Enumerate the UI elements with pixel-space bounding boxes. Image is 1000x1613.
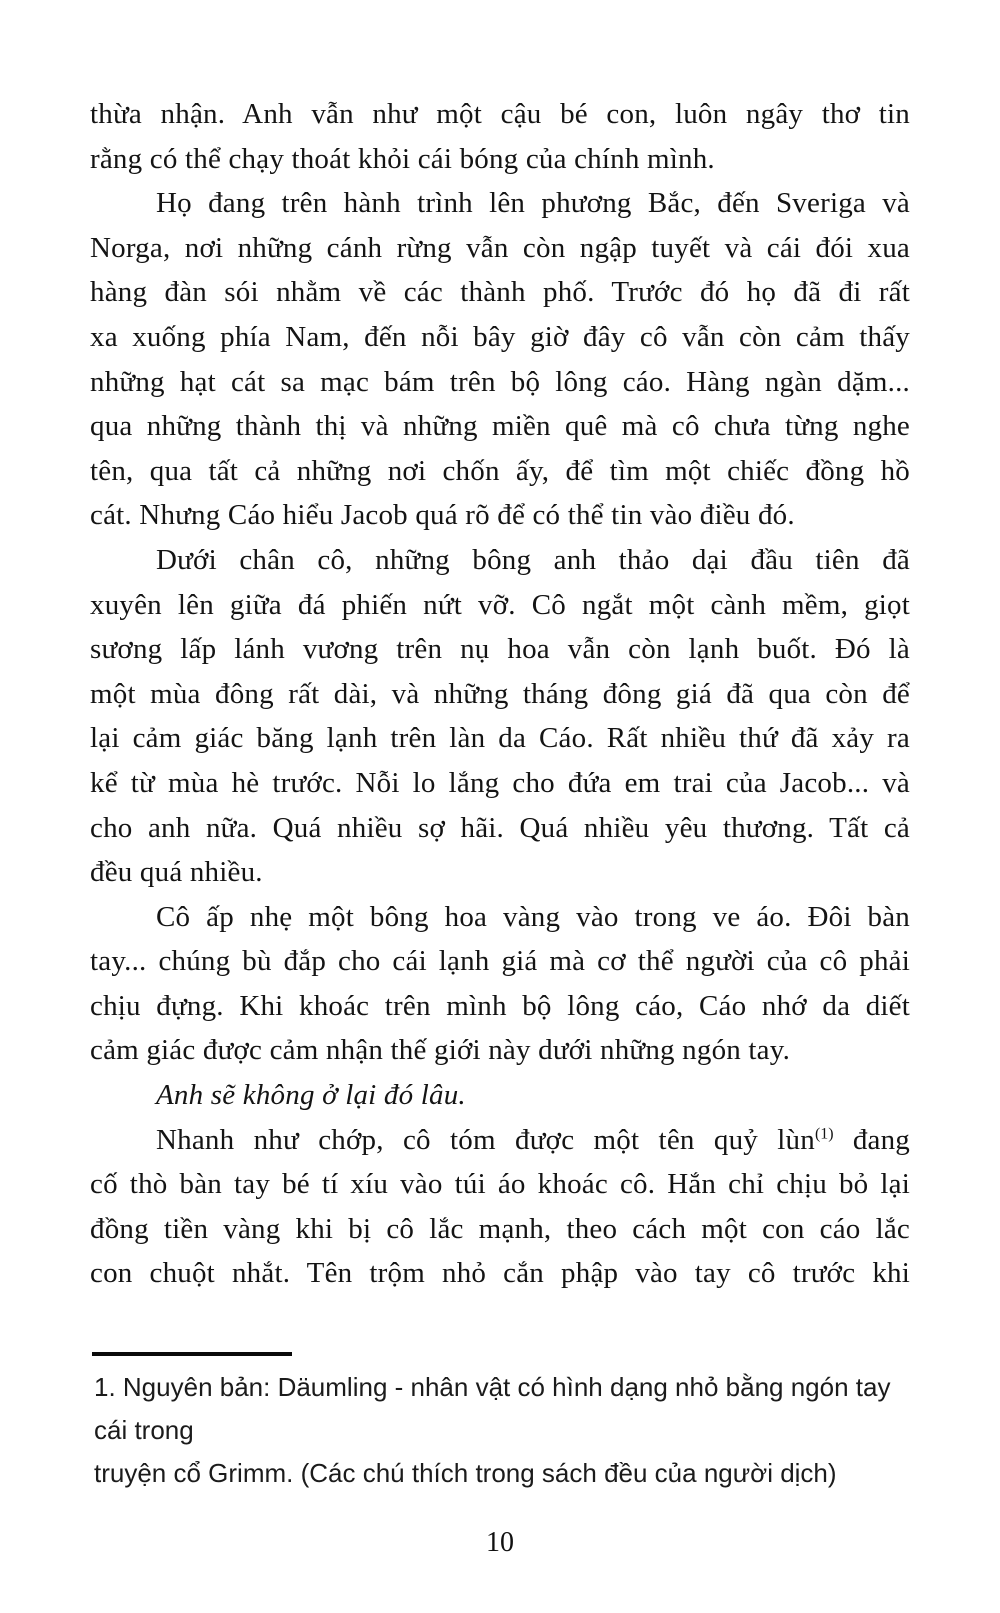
body-line: qua những thành thị và những miền quê mà cô chưa từng nghe xyxy=(90,410,910,443)
footnote-divider xyxy=(92,1352,292,1356)
footnote-line: truyện cổ Grimm. (Các chú thích trong sách đều của người dịch) xyxy=(94,1458,837,1489)
body-line: kể từ mùa hè trước. Nỗi lo lắng cho đứa em trai của Jacob... và xyxy=(90,766,910,799)
body-line: một mùa đông rất dài, và những tháng đông giá đã qua còn để xyxy=(90,677,910,710)
body-line: cát. Nhưng Cáo hiểu Jacob quá rõ để có thể tin vào điều đó. xyxy=(90,499,795,532)
page-number: 10 xyxy=(486,1527,514,1559)
body-line-text: Nhanh như chớp, cô tóm được một tên quỷ lùn xyxy=(156,1123,815,1156)
body-line: xuyên lên giữa đá phiến nứt vỡ. Cô ngắt một cành mềm, giọt xyxy=(90,588,910,621)
body-line: cảm giác được cảm nhận thế giới này dưới những ngón tay. xyxy=(90,1034,791,1067)
body-line: xa xuống phía Nam, đến nỗi bây giờ đây cô vẫn còn cảm thấy xyxy=(90,320,910,353)
body-line: cho anh nữa. Quá nhiều sợ hãi. Quá nhiều yêu thương. Tất cả xyxy=(90,811,910,844)
body-line: Dưới chân cô, những bông anh thảo dại đầu tiên đã xyxy=(156,543,910,576)
body-line-text: đang xyxy=(833,1123,910,1156)
body-line: đồng tiền vàng khi bị cô lắc mạnh, theo cách một con cáo lắc xyxy=(90,1212,910,1245)
body-line: lại cảm giác băng lạnh trên làn da Cáo. Rất nhiều thứ đã xảy ra xyxy=(90,722,910,755)
body-line: cố thò bàn tay bé tí xíu vào túi áo khoác cô. Hắn chỉ chịu bỏ lại xyxy=(90,1168,910,1201)
body-line-with-footnote-ref xyxy=(90,1118,910,1163)
body-line: rằng có thể chạy thoát khỏi cái bóng của chính mình. xyxy=(90,142,715,175)
body-line-italic: Anh sẽ không ở lại đó lâu. xyxy=(156,1079,466,1112)
body-line: Norga, nơi những cánh rừng vẫn còn ngập tuyết và cái đói xua xyxy=(90,231,910,264)
footnote-line: 1. Nguyên bản: Däumling - nhân vật có hình dạng nhỏ bằng ngón tay cái trong xyxy=(94,1372,891,1446)
body-line: sương lấp lánh vương trên nụ hoa vẫn còn lạnh buốt. Đó là xyxy=(90,633,910,666)
body-line: tay... chúng bù đắp cho cái lạnh giá mà cơ thể người của cô phải xyxy=(90,945,910,978)
body-line: Họ đang trên hành trình lên phương Bắc, đến Sveriga và xyxy=(156,187,910,220)
body-line: tên, qua tất cả những nơi chốn ấy, để tìm một chiếc đồng hồ xyxy=(90,454,910,487)
body-line: hàng đàn sói nhằm về các thành phố. Trước đó họ đã đi rất xyxy=(90,276,910,309)
body-line: những hạt cát sa mạc bám trên bộ lông cáo. Hàng ngàn dặm... xyxy=(90,365,910,398)
footnote-reference: (1) xyxy=(814,1125,834,1142)
body-line: đều quá nhiều. xyxy=(90,856,263,889)
footnote-block xyxy=(90,1366,910,1495)
body-text-block xyxy=(90,92,910,1296)
body-line: Cô ấp nhẹ một bông hoa vàng vào trong ve áo. Đôi bàn xyxy=(156,900,910,933)
body-line: con chuột nhắt. Tên trộm nhỏ cắn phập vào tay cô trước khi xyxy=(90,1257,910,1290)
body-line: thừa nhận. Anh vẫn như một cậu bé con, luôn ngây thơ tin xyxy=(90,98,910,130)
body-line: chịu đựng. Khi khoác trên mình bộ lông cáo, Cáo nhớ da diết xyxy=(90,989,910,1022)
